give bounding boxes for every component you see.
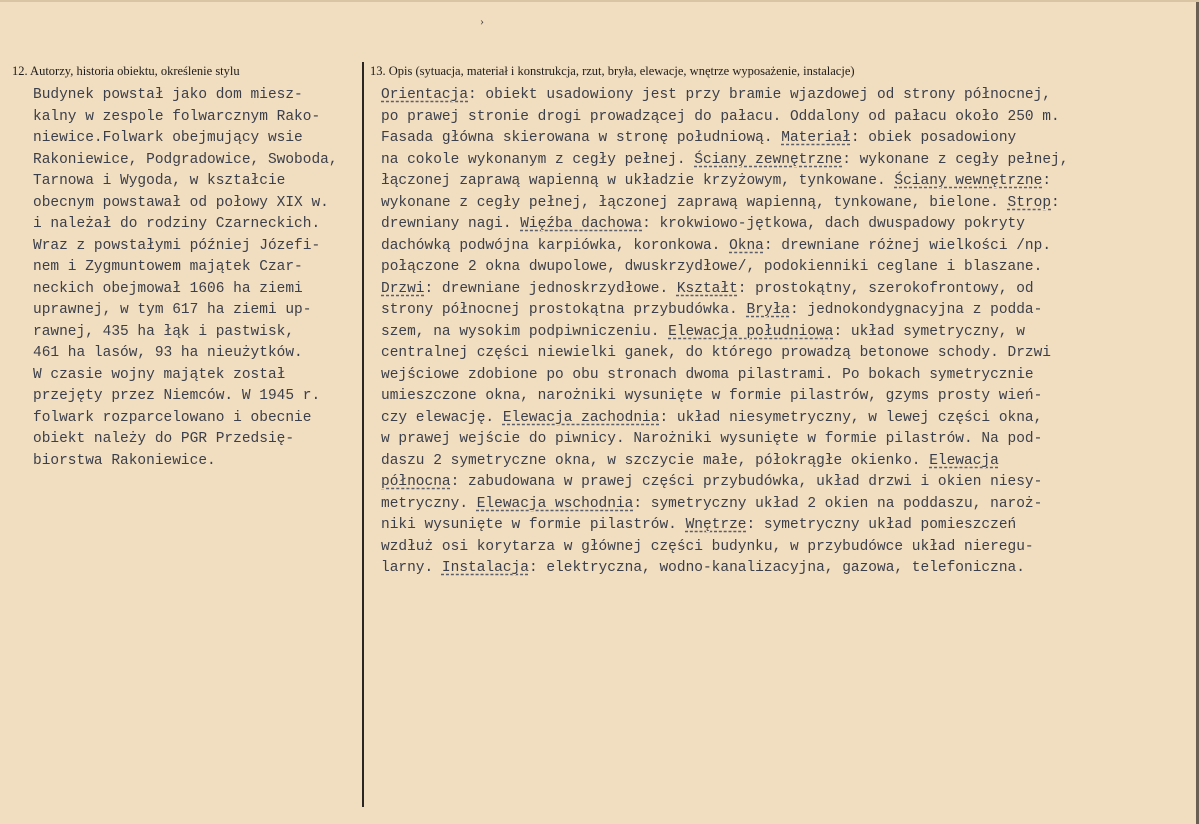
section-13-line [381, 107, 1068, 129]
section-13-heading-term: Elewacja wschodnia [476, 495, 634, 512]
section-13-text-segment: łączonej zaprawą wapienną w układzie krzyżowym, tynkowane. [381, 173, 895, 189]
section-13-text-segment: : układ symetryczny, w [833, 323, 1025, 340]
section-13-line [381, 386, 1068, 408]
section-12-line: 461 ha lasów, 93 ha nieużytków. [33, 345, 303, 361]
section-13-line [381, 128, 1068, 150]
section-13-text-segment: : symetryczny układ 2 okien na poddaszu, naroż- [633, 495, 1043, 512]
section-13-text-segment: połączone 2 okna dwupolowe, dwuskrzydłowe/, podokienniki ceglane i blaszane. [381, 259, 1043, 275]
section-13-heading-term: Drzwi [381, 280, 425, 297]
section-12-line: rawnej, 435 ha łąk i pastwisk, [33, 323, 295, 340]
section-13-text-segment: : drewniane różnej wielkości /np. [763, 237, 1052, 254]
section-13-heading-term: Elewacja południowa [668, 323, 834, 340]
section-13-text-segment: : elektryczna, wodno-kanalizacyjna, gazowa, telefoniczna. [528, 560, 1025, 576]
section-13-text-segment: : obiek posadowiony [850, 130, 1017, 146]
section-13-line [381, 343, 1068, 365]
section-13-heading-term: Elewacja zachodnia [502, 409, 660, 426]
section-12-line: niewice.Folwark obejmujący wsie [33, 130, 303, 146]
section-12-line: i należał do rodziny Czarneckich. [33, 216, 321, 232]
section-13-heading-term: Instalacja [441, 560, 529, 576]
section-13-text-segment: : jednokondygnacyjna z podda- [789, 302, 1043, 318]
section-13-line [381, 214, 1068, 236]
section-13-text-segment: : zabudowana w prawej części przybudówka, układ drzwi i okien niesy- [450, 474, 1043, 490]
section-13-text-segment: na cokole wykonanym z cegły pełnej. [381, 151, 695, 168]
section-13-text-segment: szem, na wysokim podpiwniczeniu. [381, 323, 669, 340]
section-12-line: obecnym powstawał od połowy XIX w. [33, 194, 329, 211]
section-13-text-segment: : układ niesymetryczny, w lewej części okna, [659, 409, 1043, 426]
section-13-text-segment: : krokwiowo-jętkowa, dach dwuspadowy pokryty [642, 216, 1025, 232]
column-divider [362, 62, 364, 807]
section-13-text-segment: centralnej części niewielki ganek, do którego prowadzą betonowe schody. Drzwi [381, 345, 1052, 361]
section-13-heading-term: północna [381, 474, 451, 490]
section-12-line: Wraz z powstałymi później Józefi- [33, 237, 321, 254]
section-12-line: Tarnowa i Wygoda, w kształcie [33, 173, 286, 189]
section-13-text-segment: umieszczone okna, narożniki wysunięte w formie pilastrów, gzyms prosty wień- [381, 388, 1043, 404]
section-12-line: obiekt należy do PGR Przedsię- [33, 431, 295, 447]
section-13-line [381, 171, 1068, 193]
section-12-line: neckich obejmował 1606 ha ziemi [33, 280, 303, 297]
section-13-text-segment: : obiekt usadowiony jest przy bramie wjazdowej od strony północnej, [468, 87, 1052, 103]
section-13-text-segment: : wykonane z cegły pełnej, [842, 151, 1069, 168]
fold-mark: › [480, 14, 484, 28]
section-13-line [381, 537, 1068, 559]
section-13-line [381, 300, 1068, 322]
section-13-line [381, 451, 1068, 473]
section-13-text-segment: : [1042, 173, 1052, 189]
section-13-text-segment: wykonane z cegły pełnej, łączonej zaprawą wapienną, tynkowane, bielone. [381, 194, 1008, 211]
section-13-heading-term: Kształt [676, 280, 738, 297]
section-13-heading-term: Materiał [781, 130, 851, 146]
section-12-line: Budynek powstał jako dom miesz- [33, 87, 303, 103]
section-13-text-segment: drewniany nagi. [381, 216, 521, 232]
section-12-line: uprawnej, w tym 617 ha ziemi up- [33, 302, 312, 318]
section-13-line [381, 429, 1068, 451]
section-12-line: kalny w zespole folwarcznym Rako- [33, 108, 321, 125]
section-12-line: W czasie wojny majątek został [33, 366, 286, 383]
section-13-text-segment: po prawej stronie drogi prowadzącej do pałacu. Oddalony od pałacu około 250 m. [381, 108, 1060, 125]
section-12-header: 12. Autorzy, historia obiektu, określenie stylu [12, 64, 240, 78]
section-13-heading-term: Więźba dachowa [520, 216, 643, 232]
section-13-text-segment: : prostokątny, szerokofrontowy, od [737, 280, 1034, 297]
section-13-text-segment: wzdłuż osi korytarza w głównej części budynku, w przybudówce układ nieregu- [381, 538, 1034, 555]
section-13-heading-term: Ściany zewnętrzne [694, 151, 843, 168]
section-13-heading-term: Okna [729, 237, 764, 254]
section-12-line: Rakoniewice, Podgradowice, Swoboda, [33, 151, 338, 168]
section-13-heading-term: Elewacja [929, 452, 999, 469]
section-13-line [381, 257, 1068, 279]
section-12-line: biorstwa Rakoniewice. [33, 452, 216, 469]
section-13-line [381, 558, 1068, 580]
section-12-line: folwark rozparcelowano i obecnie [33, 409, 312, 426]
section-13-text-segment: : symetryczny układ pomieszczeń [746, 517, 1017, 533]
section-13-heading-term: Strop [1007, 194, 1052, 211]
section-13-text-segment: : drewniane jednoskrzydłowe. [424, 280, 677, 297]
section-13-text-segment: daszu 2 symetryczne okna, w szczycie małe, półokrągłe okienko. [381, 452, 930, 469]
section-13-line [381, 85, 1068, 107]
section-13-text [381, 85, 1068, 580]
section-12-line: nem i Zygmuntowem majątek Czar- [33, 259, 303, 275]
section-13-line [381, 279, 1068, 301]
section-12-line: przejęty przez Niemców. W 1945 r. [33, 388, 321, 404]
section-13-text-segment: : [1051, 194, 1060, 211]
section-13-line [381, 150, 1068, 172]
section-13-text-segment: metryczny. [381, 495, 477, 512]
section-13-text-segment: wejściowe zdobione po obu stronach dwoma pilastrami. Po bokach symetrycznie [381, 366, 1034, 383]
card-top-edge [0, 0, 1199, 2]
section-13-line [381, 236, 1068, 258]
section-13-line [381, 322, 1068, 344]
section-13-heading-term: Wnętrze [685, 517, 747, 533]
section-13-text-segment: niki wysunięte w formie pilastrów. [381, 517, 686, 533]
section-13-line [381, 408, 1068, 430]
section-13-line [381, 472, 1068, 494]
section-13-text-segment: strony północnej prostokątna przybudówka. [381, 302, 747, 318]
section-13-text-segment: Fasada główna skierowana w stronę południową. [381, 130, 782, 146]
section-13-text-segment: larny. [381, 560, 442, 576]
section-13-line [381, 494, 1068, 516]
section-13-text-segment: w prawej wejście do piwnicy. Narożniki wysunięte w formie pilastrów. Na pod- [381, 431, 1043, 447]
section-13-heading-term: Orientacja [381, 87, 469, 103]
section-13-line [381, 193, 1068, 215]
section-13-line [381, 365, 1068, 387]
section-12-text [33, 85, 338, 472]
section-13-text-segment: dachówką podwójna karpiówka, koronkowa. [381, 237, 730, 254]
section-13-heading-term: Bryła [746, 302, 790, 318]
section-13-line [381, 515, 1068, 537]
section-13-text-segment: czy elewację. [381, 409, 503, 426]
section-13-header: 13. Opis (sytuacja, materiał i konstrukcja, rzut, bryła, elewacje, wnętrze wyposażenie, instalacje) [370, 64, 855, 78]
section-13-heading-term: Ściany wewnętrzne [894, 173, 1043, 189]
